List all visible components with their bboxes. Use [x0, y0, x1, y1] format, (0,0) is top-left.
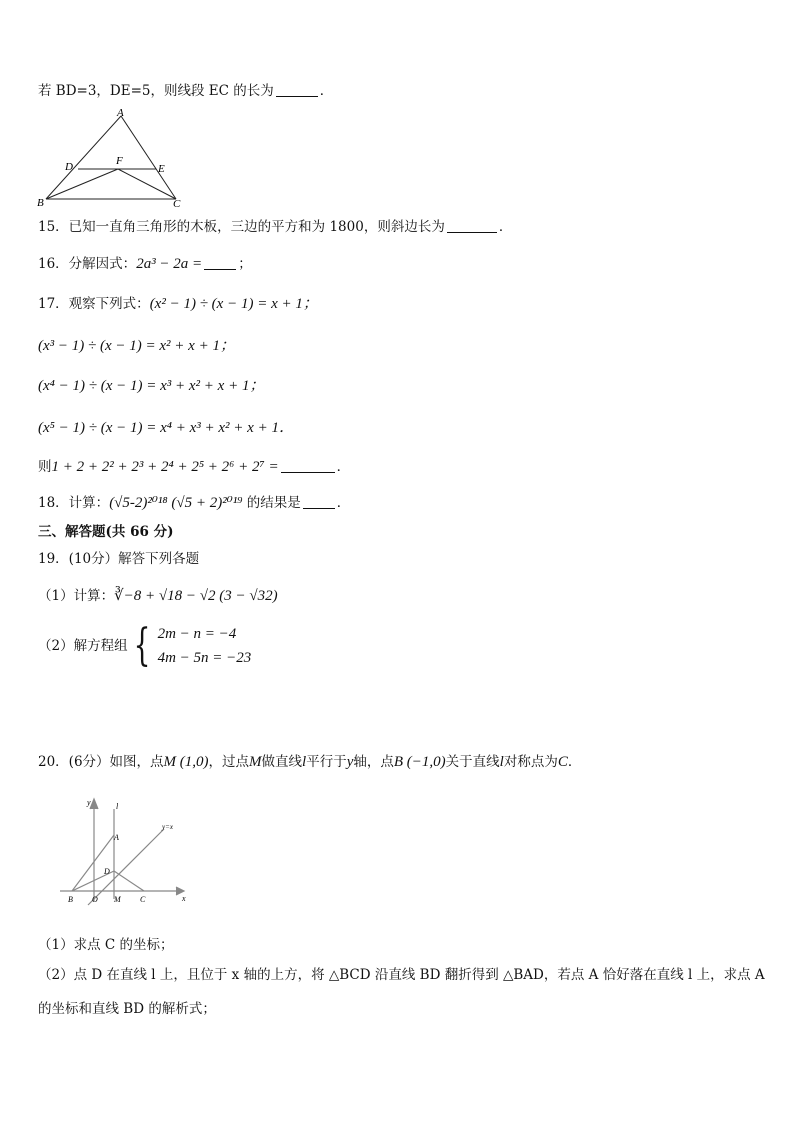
origin-O-label: O — [92, 895, 98, 904]
label-F: F — [116, 155, 123, 167]
line-yx-label: y=x — [162, 823, 173, 831]
q20-line: 20．(6分）如图，点M (1,0)，过点M做直线l平行于y轴，点B (−1,0)关于直线l对称点为C． — [38, 754, 582, 770]
q16-line: 16．分解因式：2a³ − 2a = ； — [38, 256, 252, 272]
q20-part1: （1）求点 C 的坐标； — [38, 937, 174, 953]
label-D: D — [65, 161, 73, 173]
line-l-label: l — [116, 802, 119, 811]
q17-eq4: (x⁵ − 1) ÷ (x − 1) = x⁴ + x³ + x² + x + 1． — [38, 420, 294, 436]
label-E: E — [158, 163, 165, 175]
answer-blank — [281, 458, 335, 473]
q20-part2-line1: （2）点 D 在直线 l 上，且位于 x 轴的上方，将 △BCD 沿直线 BD 翻折得到 △BAD，若点 A 恰好落在直线 l 上，求点 A — [38, 967, 765, 983]
label-B: B — [37, 197, 44, 208]
label-C: C — [173, 198, 181, 208]
answer-blank — [303, 494, 335, 509]
q19-title: 19．(10分）解答下列各题 — [38, 551, 200, 567]
brace-icon: { — [133, 620, 150, 671]
q18-line: 18．计算：(√5-2)²⁰¹⁸ (√5 + 2)²⁰¹⁹ 的结果是 ． — [38, 495, 351, 511]
point-B-label: B — [68, 895, 73, 904]
q17-ask: 则1 + 2 + 2² + 2³ + 2⁴ + 2⁵ + 2⁶ + 2⁷ = ． — [38, 459, 351, 475]
triangle-figure — [34, 106, 190, 208]
q15-line: 15．已知一直角三角形的木板，三边的平方和为 1800，则斜边长为 ． — [38, 219, 513, 235]
point-A-label: A — [114, 833, 119, 842]
q20-part2-line2: 的坐标和直线 BD 的解析式； — [38, 1001, 216, 1017]
coordinate-figure — [58, 795, 194, 907]
q17-eq2: (x³ − 1) ÷ (x − 1) = x² + x + 1； — [38, 338, 235, 354]
answer-blank — [276, 82, 318, 97]
q19-part2: （2）解方程组 { 2m − n = −4 4m − 5n = −23 — [38, 620, 252, 671]
point-D-label: D — [104, 867, 110, 876]
axis-y-label: y — [87, 798, 91, 807]
axis-x-label: x — [182, 894, 186, 903]
q17-eq3: (x⁴ − 1) ÷ (x − 1) = x³ + x² + x + 1； — [38, 378, 265, 394]
section-title: 三、解答题(共 66 分) — [38, 524, 174, 540]
q19-part1: （1）计算：∛−8 + √18 − √2 (3 − √32) — [38, 588, 278, 604]
q14-line: 若 BD=3，DE=5，则线段 EC 的长为 ． — [38, 83, 334, 99]
answer-blank — [204, 255, 236, 270]
answer-blank — [447, 218, 497, 233]
point-M-label: M — [114, 895, 121, 904]
q17-line: 17．观察下列式：(x² − 1) ÷ (x − 1) = x + 1； — [38, 296, 318, 312]
equation-system: { 2m − n = −4 4m − 5n = −23 — [133, 620, 252, 671]
label-A: A — [117, 107, 124, 119]
point-C-label: C — [140, 895, 146, 904]
